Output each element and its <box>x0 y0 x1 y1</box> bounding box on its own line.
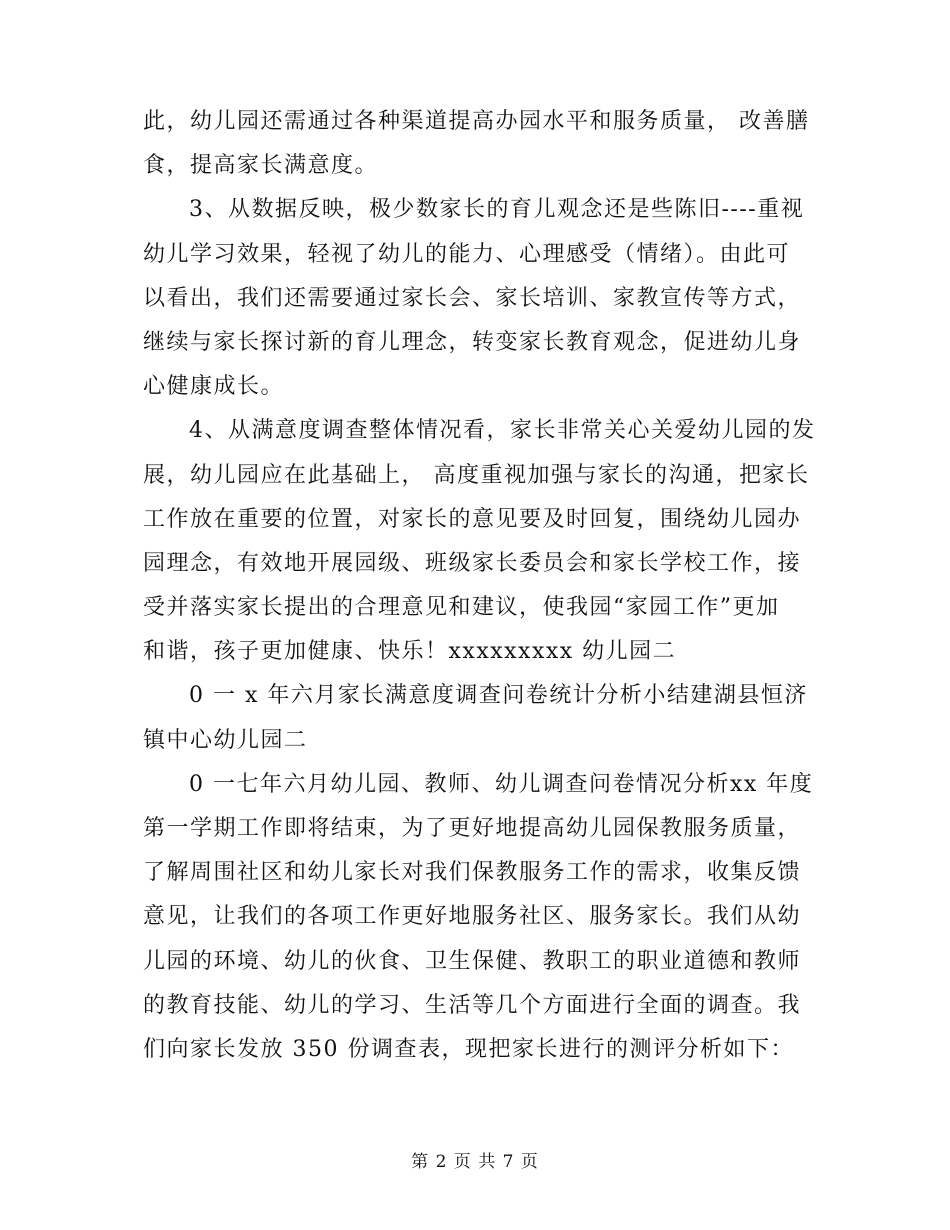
text-line: 儿园的环境、幼儿的伙食、卫生保健、教职工的职业道德和教师 <box>143 948 802 974</box>
text-line: 此，幼儿园还需通过各种渠道提高办园水平和服务质量， 改善膳 <box>143 109 810 134</box>
text-line: 和谐，孩子更加健康、快乐！xxxxxxxxx 幼儿园二 <box>143 639 677 665</box>
text-line: 以看出，我们还需要通过家长会、家长培训、家教宣传等方式， <box>143 285 802 311</box>
text-line: 继续与家长探讨新的育儿理念，转变家长教育观念，促进幼儿身 <box>143 329 802 355</box>
text-line: 3、从数据反映，极少数家长的育儿观念还是些陈旧----重视 <box>189 197 805 223</box>
text-line: 意见，让我们的各项工作更好地服务社区、服务家长。我们从幼 <box>143 904 802 930</box>
text-line: 0 一 x 年六月家长满意度调查问卷统计分析小结建湖县恒济 <box>189 683 808 709</box>
text-line: 镇中心幼儿园二 <box>143 727 308 753</box>
text-line: 食，提高家长满意度。 <box>143 153 379 179</box>
page-footer: 第 2 页 共 7 页 <box>411 1152 539 1172</box>
text-line: 们向家长发放 350 份调查表，现把家长进行的测评分析如下： <box>143 1036 794 1062</box>
text-line: 工作放在重要的位置，对家长的意见要及时回复，围绕幼儿园办 <box>143 506 802 532</box>
text-line: 的教育技能、幼儿的学习、生活等几个方面进行全面的调查。我 <box>143 992 802 1018</box>
body-text <box>143 100 816 1072</box>
text-line: 展，幼儿园应在此基础上， 高度重视加强与家长的沟通，把家长 <box>143 462 810 488</box>
text-line: 幼儿学习效果，轻视了幼儿的能力、心理感受（情绪）。由此可 <box>143 241 791 267</box>
text-line: 园理念，有效地开展园级、班级家长委员会和家长学校工作，接 <box>143 550 802 576</box>
text-line: 心健康成长。 <box>143 374 285 400</box>
text-line: 受并落实家长提出的合理意见和建议，使我园“家园工作”更加 <box>143 595 780 621</box>
text-line: 了解周围社区和幼儿家长对我们保教服务工作的需求，收集反馈 <box>143 860 802 886</box>
text-line: 第一学期工作即将结束，为了更好地提高幼儿园保教服务质量， <box>143 816 802 841</box>
text-line: 4、从满意度调查整体情况看，家长非常关心关爱幼儿园的发 <box>189 418 816 444</box>
text-line: 0 一七年六月幼儿园、教师、幼儿调查问卷情况分析xx 年度 <box>189 771 814 797</box>
